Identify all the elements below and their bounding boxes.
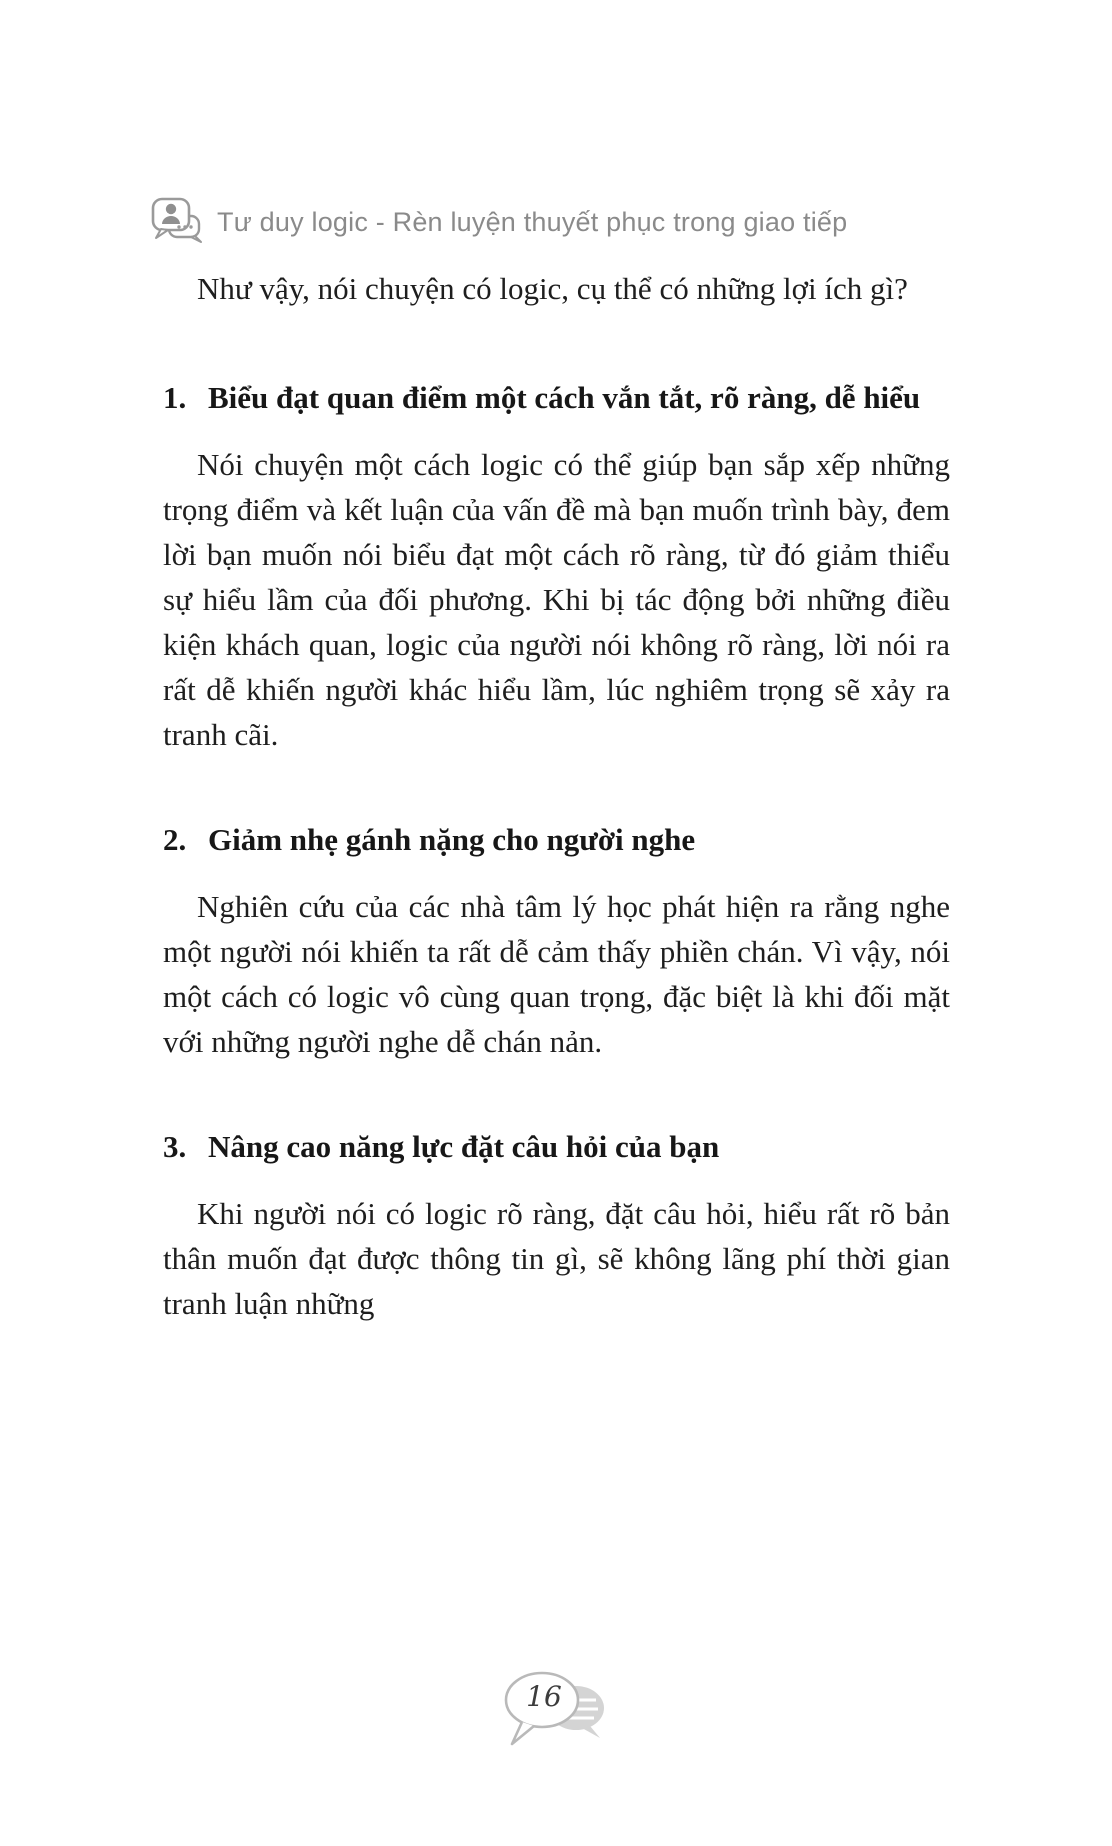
chat-person-icon [149, 196, 205, 248]
intro-paragraph: Như vậy, nói chuyện có logic, cụ thể có những lợi ích gì? [197, 271, 908, 306]
section-3-heading: Nâng cao năng lực đặt câu hỏi của bạn [208, 1129, 720, 1164]
section-3 [163, 1118, 950, 1326]
page-number: 16 [526, 1680, 562, 1713]
page-number-bubble [490, 1668, 622, 1760]
section-2-heading-row [163, 811, 950, 868]
section-1-heading-row [163, 369, 950, 426]
section-1-heading: Biểu đạt quan điểm một cách vắn tắt, rõ ràng, dễ hiểu [208, 380, 921, 415]
section-2-number: 2. [163, 822, 187, 857]
section-2-body: Nghiên cứu của các nhà tâm lý học phát hiện ra rằng nghe một người nói khiến ta rất dễ cảm thấy phiền chán. Vì vậy, nói một cách có logic vô cùng quan trọng, đặc biệt là khi đối mặt với những người nghe dễ chán nản. [163, 889, 950, 1059]
section-3-number: 3. [163, 1129, 187, 1164]
running-header-title: Tư duy logic - Rèn luyện thuyết phục trong giao tiếp [217, 206, 848, 237]
section-1 [163, 369, 950, 757]
running-header [149, 196, 950, 248]
section-2 [163, 811, 950, 1064]
section-1-body: Nói chuyện một cách logic có thể giúp bạn sắp xếp những trọng điểm và kết luận của vấn đề mà bạn muốn trình bày, đem lời bạn muốn nói biểu đạt một cách rõ ràng, từ đó giảm thiểu sự hiểu lầm của đối phương. Khi bị tác động bởi những điều kiện khách quan, logic của người nói không rõ ràng, lời nói ra rất dễ khiến người khác hiểu lầm, lúc nghiêm trọng sẽ xảy ra tranh cãi. [163, 447, 950, 752]
section-2-heading: Giảm nhẹ gánh nặng cho người nghe [208, 822, 696, 857]
section-3-heading-row [163, 1118, 950, 1175]
page-footer [0, 1668, 1112, 1760]
section-1-number: 1. [163, 380, 187, 415]
section-3-body: Khi người nói có logic rõ ràng, đặt câu hỏi, hiểu rất rõ bản thân muốn đạt được thông tin gì, sẽ không lãng phí thời gian tranh luận những [163, 1196, 950, 1321]
